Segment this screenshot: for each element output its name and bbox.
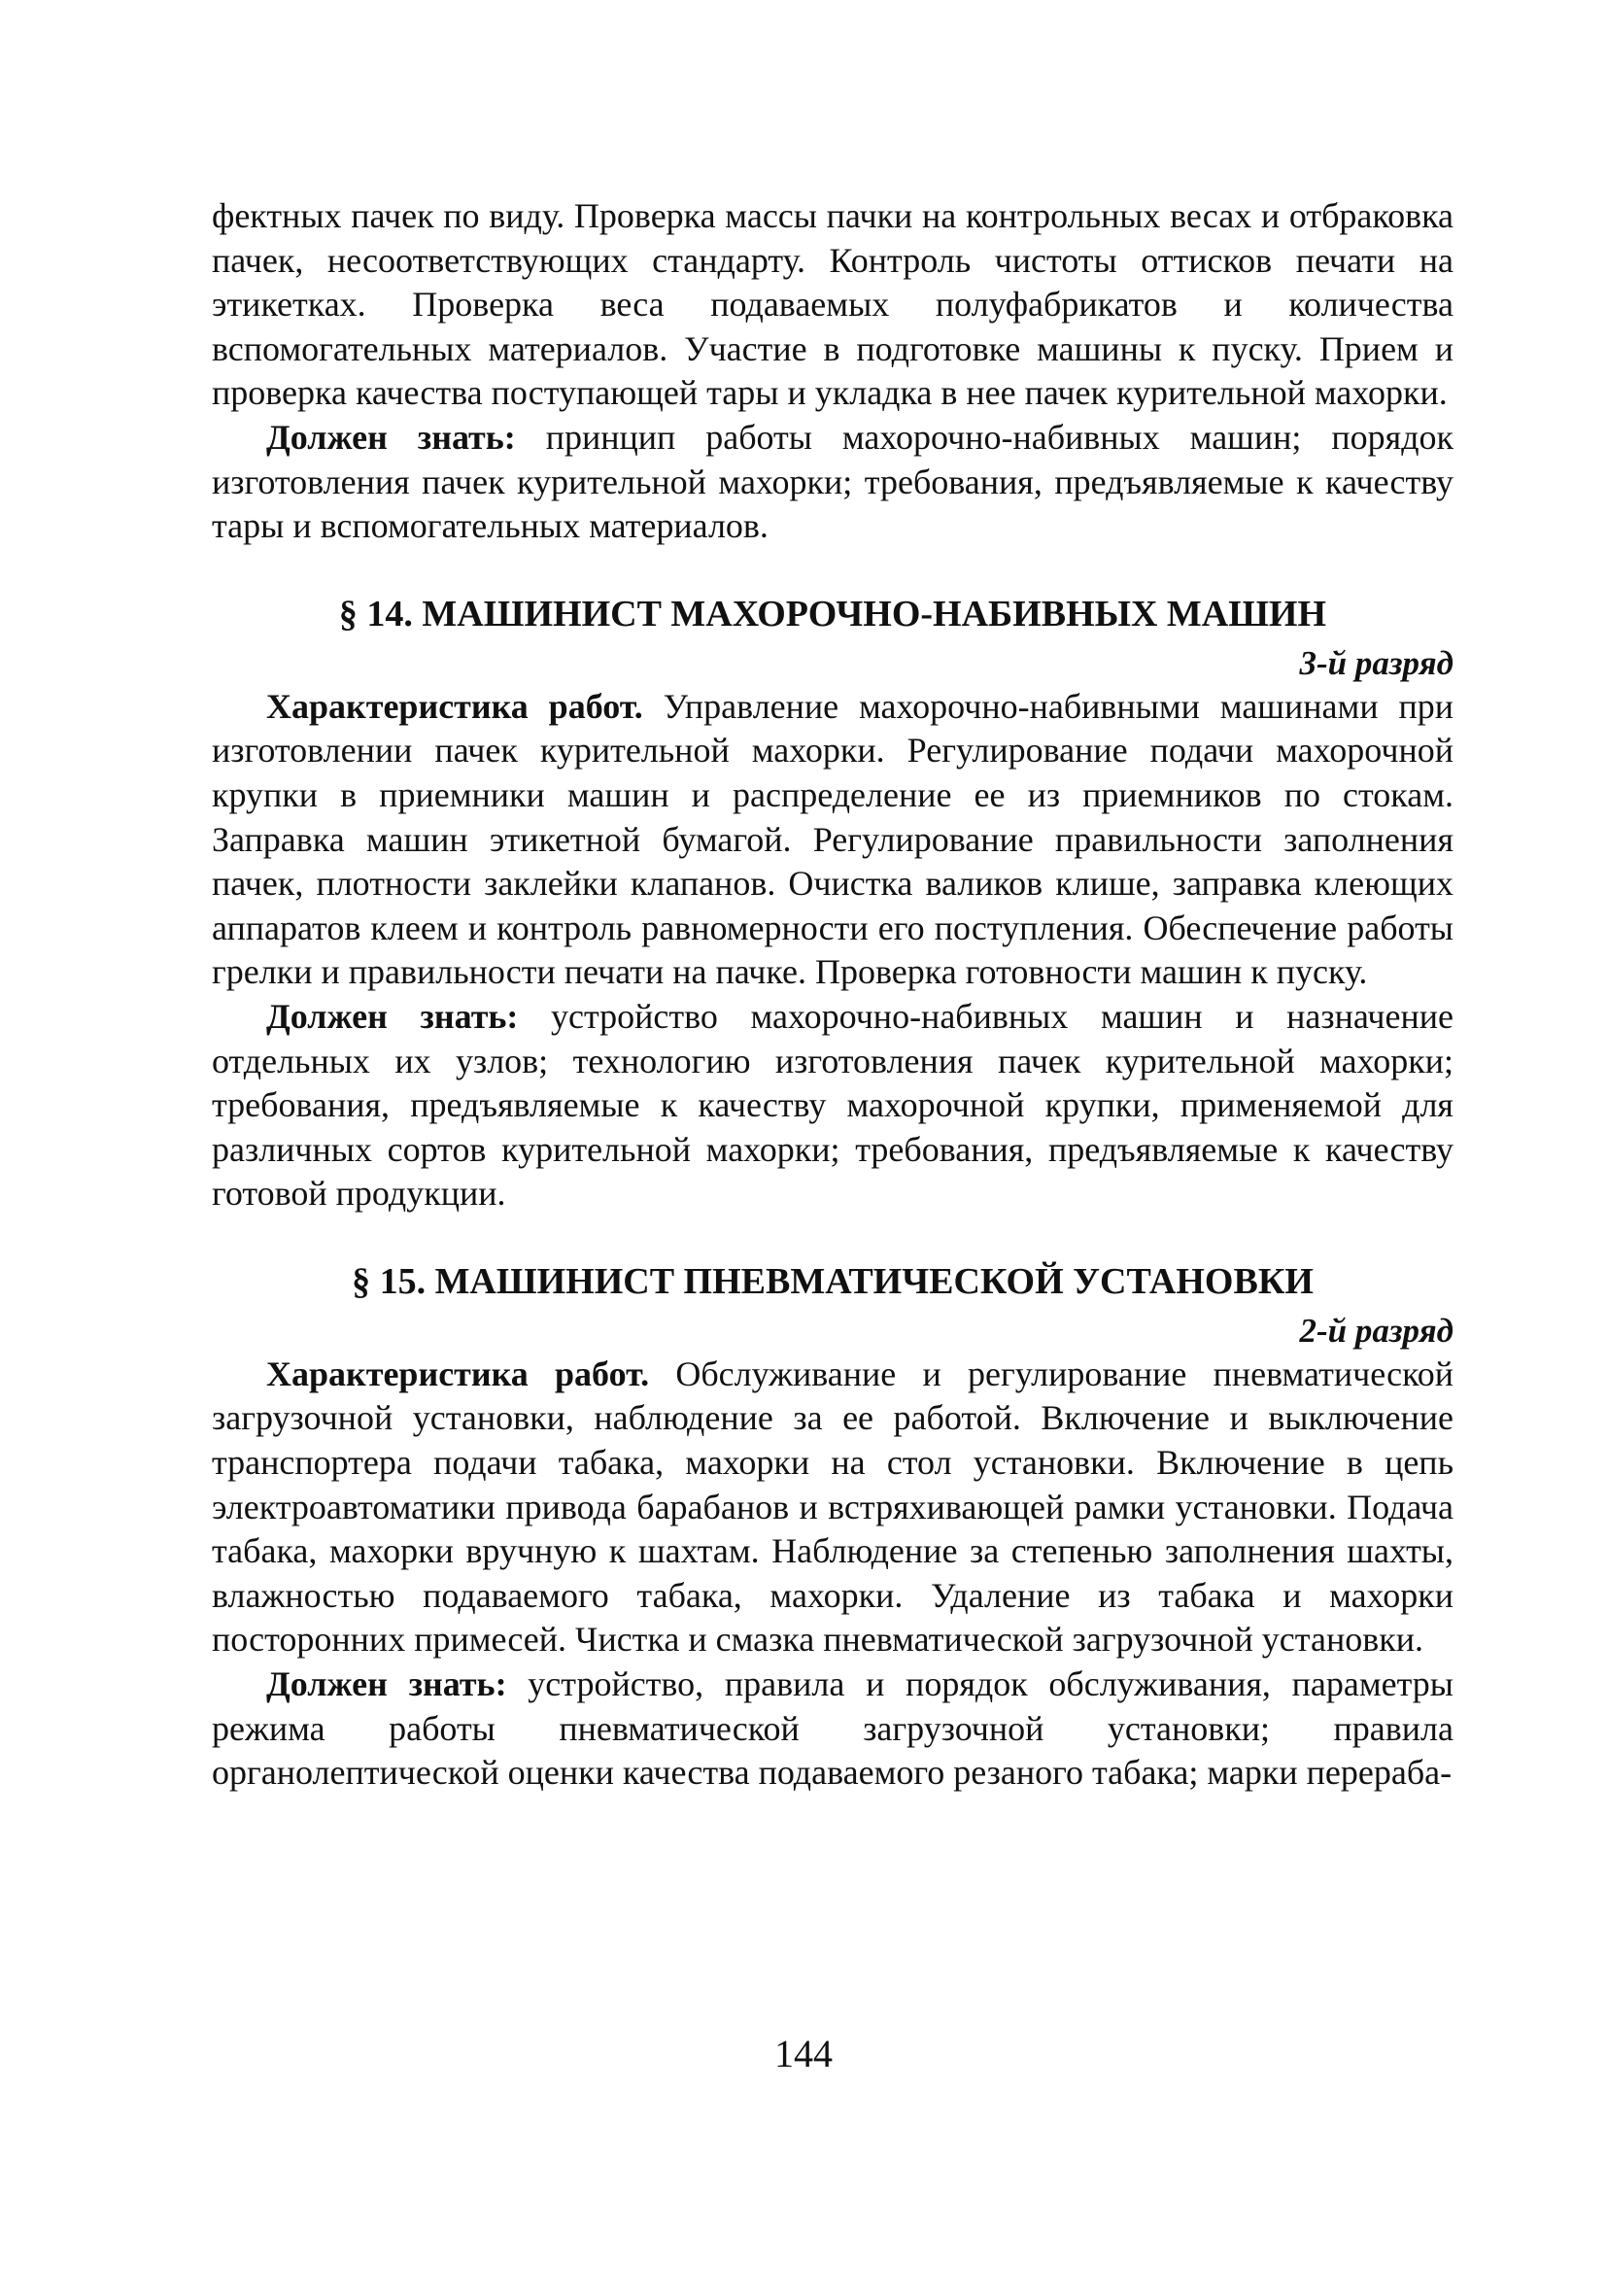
knowledge-text: устройство махорочно-набивных машин и назначение отдельных их узлов; технологию изготовления пачек курительной махорки; требования, предъявляемые к качеству махорочной крупки, применяемой для различных сортов курительной махорки; требования, предъявляемые к качеству готовой продукции. bbox=[212, 996, 1453, 1214]
section-15-work-paragraph bbox=[212, 1353, 1453, 1662]
work-label: Характеристика работ. bbox=[266, 1354, 650, 1393]
section-14-title: § 14. МАШИНИСТ МАХОРОЧНО-НАБИВНЫХ МАШИН bbox=[338, 593, 1327, 634]
knowledge-text: принцип работы махорочно-набивных машин; порядок изготовления пачек курительной махорки; требования, предъявляемые к качеству тары и вспомогательных материалов. bbox=[212, 417, 1453, 546]
section-14-knowledge-paragraph bbox=[212, 995, 1453, 1217]
knowledge-label: Должен знать: bbox=[266, 996, 519, 1036]
intro-knowledge-paragraph bbox=[212, 416, 1453, 549]
knowledge-text: устройство, правила и порядок обслуживания, параметры режима работы пневматической загрузочной установки; правила органолептической оценки качества подаваемого резаного табака; марки перераба- bbox=[212, 1664, 1453, 1793]
knowledge-label: Должен знать: bbox=[266, 1664, 507, 1704]
work-label: Характеристика работ. bbox=[266, 686, 643, 726]
page-number: 144 bbox=[774, 2032, 833, 2075]
knowledge-label: Должен знать: bbox=[266, 417, 516, 457]
intro-paragraph: фектных пачек по виду. Проверка массы пачки на контрольных весах и отбраковка пачек, несоответствующих стандарту. Контроль чистоты оттисков печати на этикетках. Проверка веса подаваемых полуфабрикатов и количества вспомогательных материалов. Участие в подготовке машины к пуску. Прием и проверка качества поступающей тары и укладка в нее пачек курительной махорки. bbox=[212, 196, 1453, 413]
section-15-title: § 15. МАШИНИСТ ПНЕВМАТИЧЕСКОЙ УСТАНОВКИ bbox=[352, 1260, 1314, 1302]
page-body bbox=[212, 194, 1453, 1796]
work-text: Обслуживание и регулирование пневматической загрузочной установки, наблюдение за ее работой. Включение и выключение транспортера подачи табака, махорки на стол установки. Включение в цепь электроавтоматики привода барабанов и встряхивающей рамки установки. Подача табака, махорки вручную к шахтам. Наблюдение за степенью заполнения шахты, влажностью подаваемого табака, махорки. Удаление из табака и махорки посторонних примесей. Чистка и смазка пневматической загрузочной установки. bbox=[212, 1354, 1453, 1660]
section-14-grade: 3-й разряд bbox=[1299, 643, 1453, 682]
section-14-work-paragraph bbox=[212, 685, 1453, 995]
section-15-knowledge-paragraph bbox=[212, 1662, 1453, 1796]
section-15-grade: 2-й разряд bbox=[1299, 1311, 1453, 1350]
work-text: Управление махорочно-набивными машинами при изготовлении пачек курительной махорки. Регулирование подачи махорочной крупки в приемники машин и распределение ее из приемников по стокам. Заправка машин этикетной бумагой. Регулирование правильности заполнения пачек, плотности заклейки клапанов. Очистка валиков клише, заправка клеющих аппаратов клеем и контроль равномерности его поступления. Обеспечение работы грелки и правильности печати на пачке. Проверка готовности машин к пуску. bbox=[212, 686, 1453, 992]
